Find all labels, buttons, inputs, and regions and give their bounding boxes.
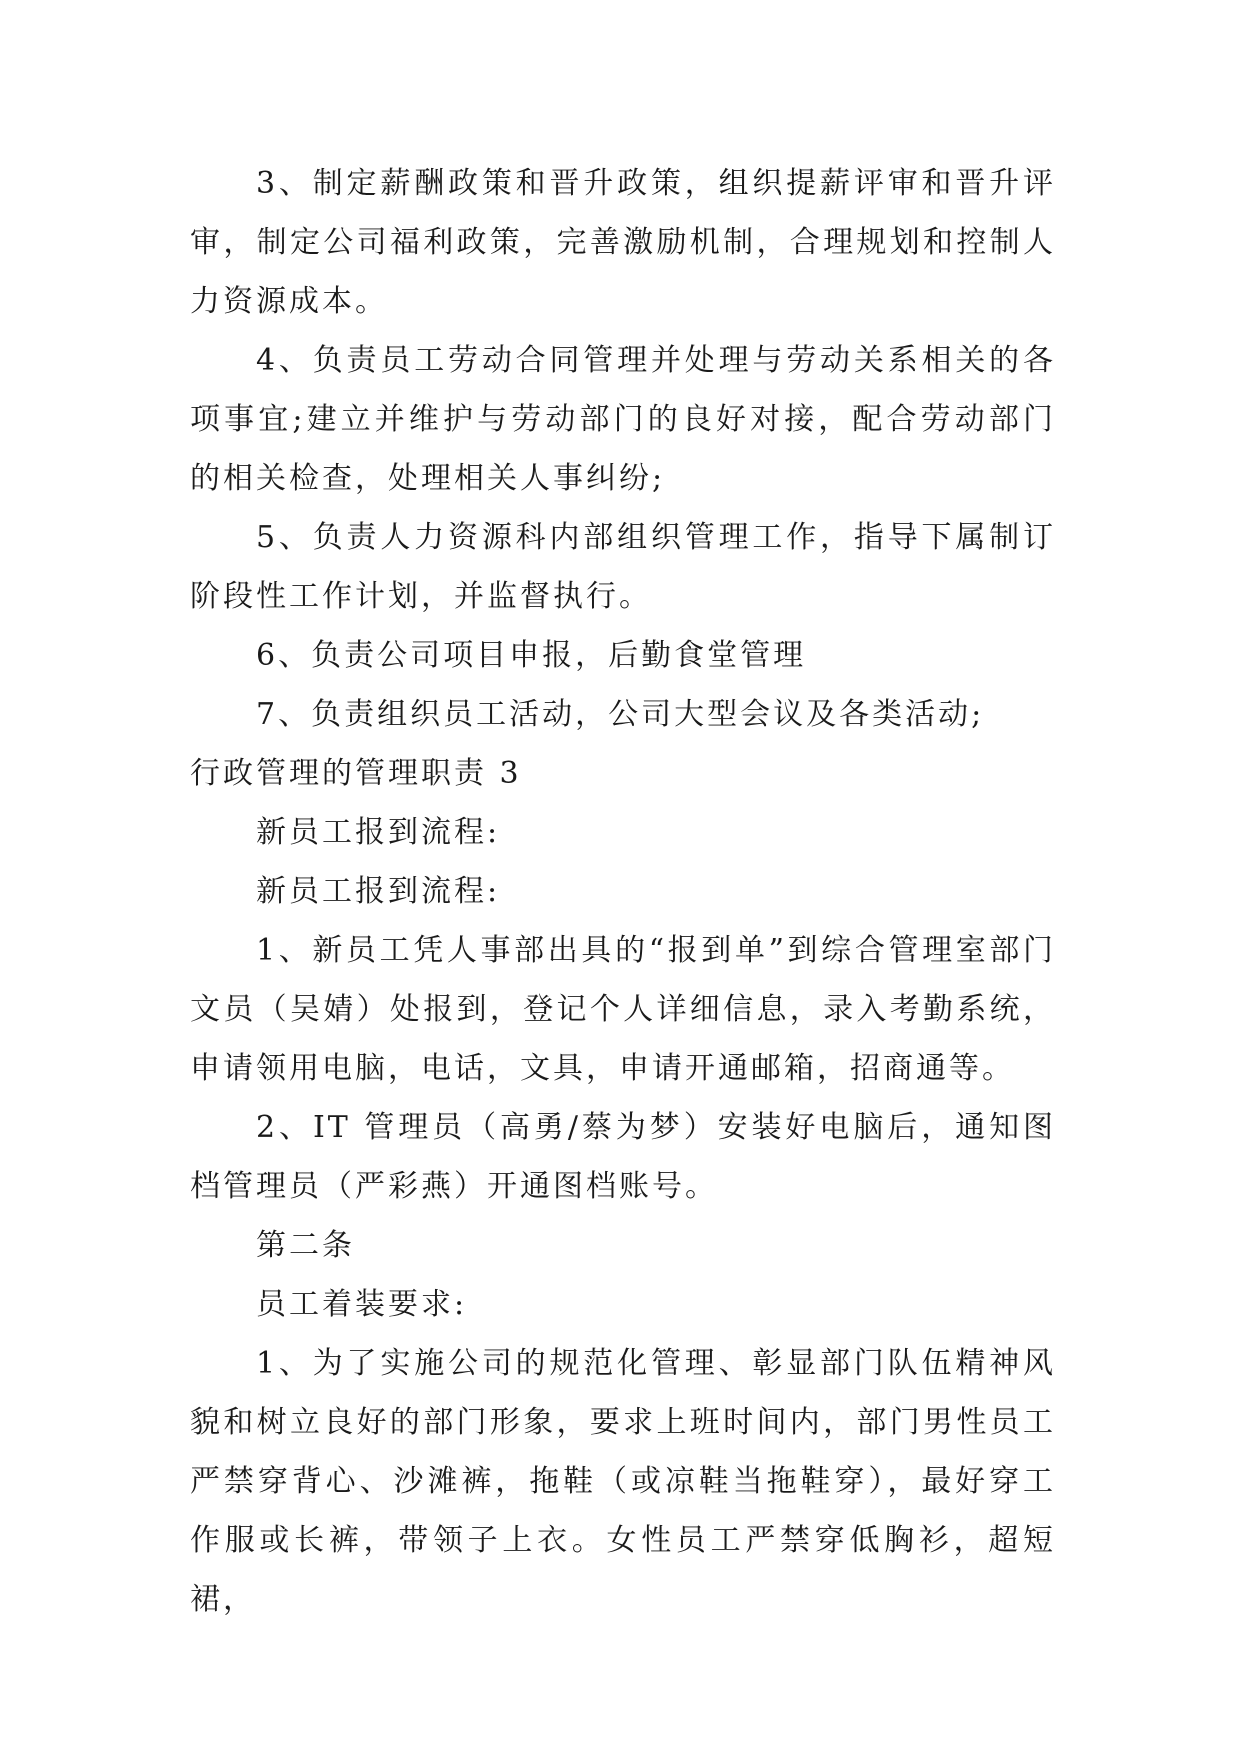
paragraph-item-5-hr-management: 5、负责人力资源科内部组织管理工作，指导下属制订阶段性工作计划，并监督执行。 xyxy=(190,520,1056,614)
subheading-onboarding-process-repeat: 新员工报到流程: xyxy=(256,874,501,909)
article-heading: 第二条 xyxy=(256,1228,355,1263)
subheading-dress-code: 员工着装要求: xyxy=(256,1287,468,1322)
paragraph-item-3-salary: 3、制定薪酬政策和晋升政策，组织提薪评审和晋升评审，制定公司福利政策，完善激励机制，合理规划和控制人力资源成本。 xyxy=(190,166,1056,319)
paragraph-onboarding-step-2: 2、IT 管理员（高勇/蔡为梦）安装好电脑后，通知图档管理员（严彩燕）开通图档账号。 xyxy=(190,1110,1056,1204)
paragraph-item-4-labor-contract: 4、负责员工劳动合同管理并处理与劳动关系相关的各项事宜;建立并维护与劳动部门的良好对接，配合劳动部门的相关检查，处理相关人事纠纷; xyxy=(190,343,1056,496)
subheading-onboarding-process: 新员工报到流程: xyxy=(256,815,501,850)
section-heading: 行政管理的管理职责 3 xyxy=(190,756,522,791)
paragraph-item-6-project-declaration: 6、负责公司项目申报，后勤食堂管理 xyxy=(256,638,807,673)
paragraph-dress-code-1: 1、为了实施公司的规范化管理、彰显部门队伍精神风貌和树立良好的部门形象，要求上班时间内，部门男性员工严禁穿背心、沙滩裤，拖鞋（或凉鞋当拖鞋穿），最好穿工作服或长裤，带领子上衣。女性员工严禁穿低胸衫，超短裙， xyxy=(190,1346,1056,1617)
paragraph-item-7-staff-activities: 7、负责组织员工活动，公司大型会议及各类活动; xyxy=(256,697,985,732)
document-body xyxy=(190,154,1056,1629)
paragraph-onboarding-step-1: 1、新员工凭人事部出具的“报到单”到综合管理室部门文员（吴婧）处报到，登记个人详细信息，录入考勤系统，申请领用电脑，电话，文具，申请开通邮箱，招商通等。 xyxy=(190,933,1056,1086)
